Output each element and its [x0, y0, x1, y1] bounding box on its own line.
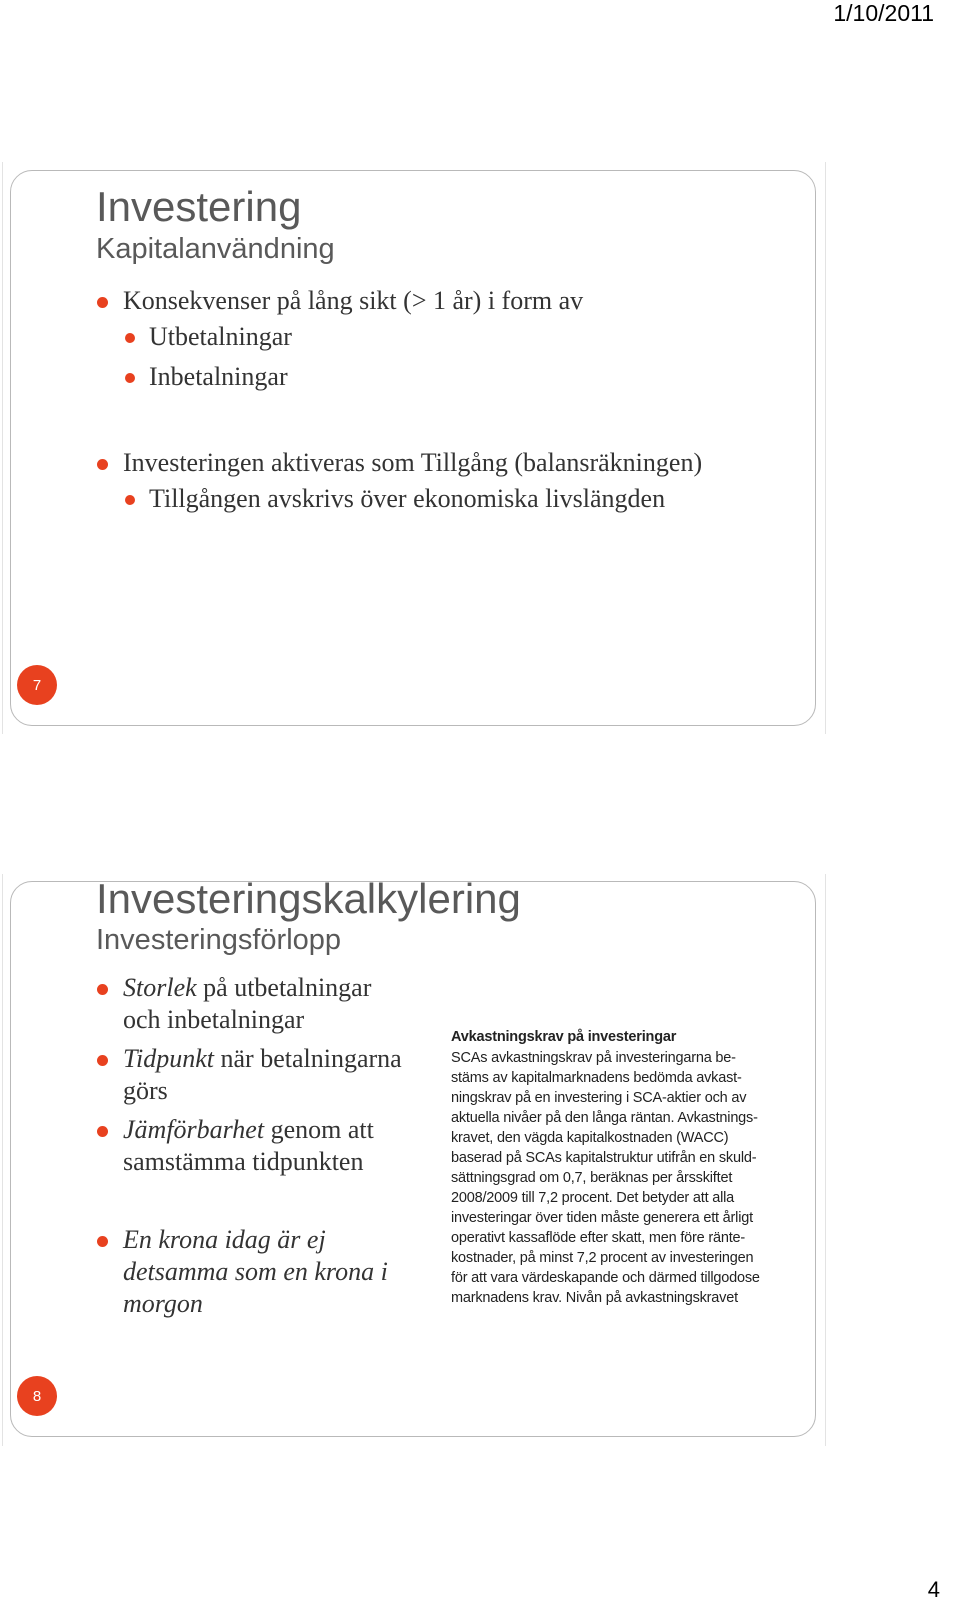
article-line: kostnader, på minst 7,2 procent av investeringen: [451, 1250, 754, 1266]
slide-subtitle: Kapitalanvändning: [96, 233, 335, 265]
bullet-list: [97, 972, 402, 1320]
bullet-item: [97, 972, 402, 1036]
sub-bullet-item: Inbetalningar: [125, 357, 702, 397]
bullet-text: genom att: [264, 1115, 374, 1144]
article-line: sättningsgrad om 0,7, beräknas per årsskiftet: [451, 1170, 733, 1186]
slide-title: Investering: [96, 183, 302, 230]
article-title: Avkastningskrav på investeringar: [451, 1029, 677, 1045]
bullet-item: [97, 1114, 402, 1178]
article-line: 2008/2009 till 7,2 procent. Det betyder att alla: [451, 1190, 735, 1206]
slide-number-badge: 7: [17, 665, 57, 705]
sub-bullet-item: Utbetalningar: [125, 317, 702, 357]
bullet-item: [97, 1043, 402, 1107]
bullet-text: morgon: [123, 1289, 203, 1318]
slide-7: [10, 170, 816, 726]
bullet-text: görs: [123, 1076, 168, 1105]
article-line: marknadens krav. Nivån på avkastningskravet: [451, 1290, 738, 1306]
slide-title: Investeringskalkylering: [96, 875, 521, 922]
article-line: investeringar över tiden måste generera ett årligt: [451, 1210, 753, 1226]
bullet-text: på utbetalningar: [196, 973, 372, 1002]
article-line: aktuella nivåer på den långa räntan. Avkastnings-: [451, 1110, 758, 1126]
bullet-list: [97, 285, 702, 519]
article-line: ningskrav på en investering i SCA-aktier och av: [451, 1090, 747, 1106]
page-number: 4: [927, 1577, 940, 1602]
article-line: operativt kassaflöde efter skatt, men före ränte-: [451, 1230, 746, 1246]
bullet-emphasis: Storlek: [123, 973, 197, 1002]
bullet-text: detsamma som en krona i: [123, 1257, 388, 1286]
bullet-text: En krona idag är ej: [123, 1225, 326, 1254]
article-line: för att vara värdeskapande och därmed tillgodose: [451, 1270, 760, 1286]
article-line: baserad på SCAs kapitalstruktur utifrån en skuld-: [451, 1150, 757, 1166]
article-line: stäms av kapitalmarknadens bedömda avkast-: [451, 1070, 742, 1086]
bullet-emphasis: Jämförbarhet: [123, 1115, 265, 1144]
slide-8: [10, 875, 816, 1437]
slide-number-badge: 8: [17, 1376, 57, 1416]
bullet-item: Konsekvenser på lång sikt (> 1 år) i form av: [97, 285, 702, 317]
article-excerpt: [451, 1027, 791, 1308]
article-line: kravet, den vägda kapitalkostnaden (WACC): [451, 1130, 729, 1146]
header-date: 1/10/2011: [833, 0, 934, 26]
bullet-item: [97, 1224, 402, 1320]
sub-bullet-item: Tillgången avskrivs över ekonomiska livslängden: [125, 479, 702, 519]
bullet-item: Investeringen aktiveras som Tillgång (balansräkningen): [97, 447, 702, 479]
bullet-text: och inbetalningar: [123, 1005, 305, 1034]
bullet-text: samstämma tidpunkten: [123, 1147, 364, 1176]
bullet-emphasis: Tidpunkt: [123, 1044, 215, 1073]
slide-subtitle: Investeringsförlopp: [96, 924, 342, 956]
bullet-text: när betalningarna: [214, 1044, 402, 1073]
article-line: SCAs avkastningskrav på investeringarna be-: [451, 1050, 736, 1066]
